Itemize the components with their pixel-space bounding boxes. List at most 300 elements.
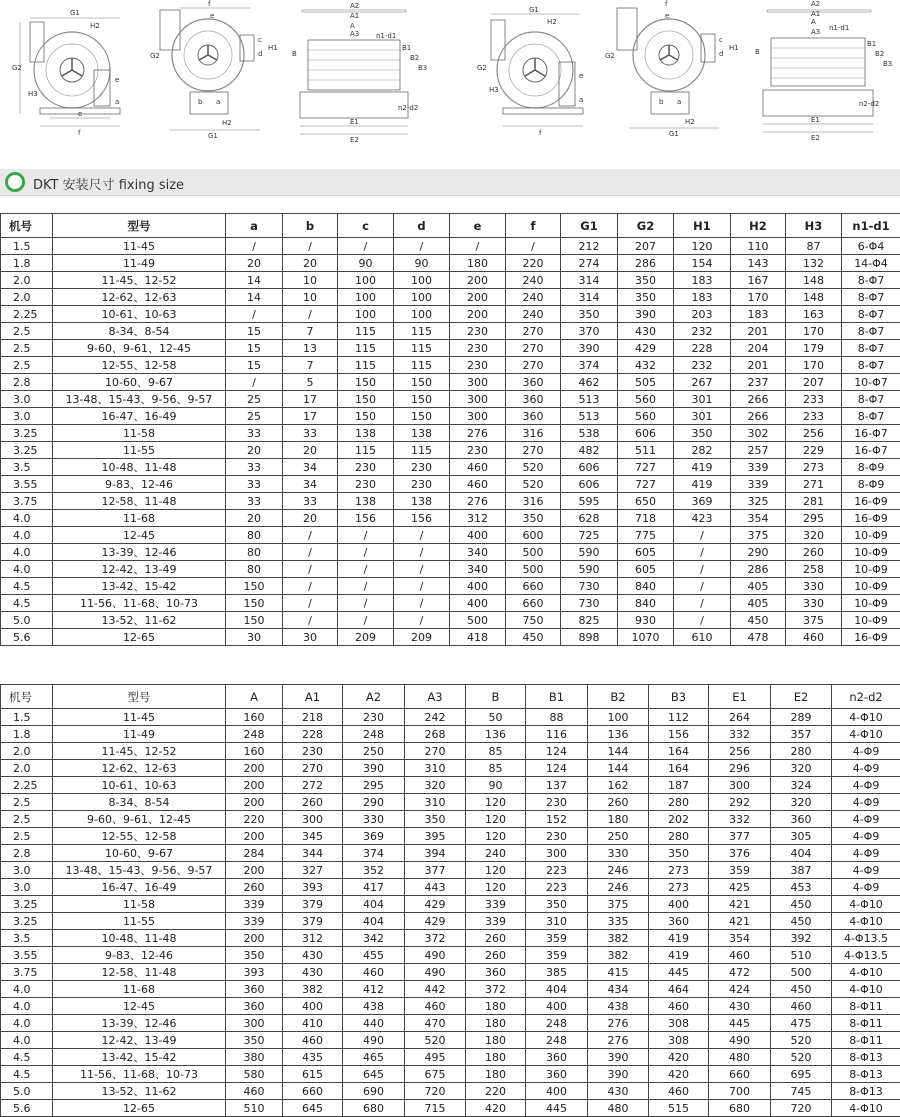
table-cell: 160 [226, 743, 283, 760]
table-cell: 85 [466, 743, 526, 760]
drawing-label: a [115, 98, 119, 106]
table-cell: 13-42、15-42 [53, 1049, 226, 1066]
table-cell: 148 [786, 289, 842, 306]
table-cell: 230 [394, 459, 450, 476]
table-cell: / [674, 595, 731, 612]
table-cell: 339 [731, 476, 786, 493]
table-cell: / [338, 544, 394, 561]
table-cell: 289 [771, 709, 832, 726]
drawing-label: H2 [547, 18, 557, 26]
drawing-label: G1 [529, 6, 539, 14]
drawing-label: B3 [418, 64, 427, 72]
table-cell: / [338, 612, 394, 629]
table-cell: 520 [771, 1032, 832, 1049]
table-cell: 12-58、11-48 [53, 964, 226, 981]
side-view-drawing-left [150, 0, 280, 145]
table-cell: 276 [588, 1015, 649, 1032]
table-cell: 490 [405, 947, 466, 964]
table-cell: 132 [786, 255, 842, 272]
drawing-label: B1 [402, 44, 411, 52]
table-cell: 394 [405, 845, 466, 862]
table-row [1, 998, 900, 1015]
table-cell: 12-65 [53, 1100, 226, 1117]
table-cell: 314 [561, 289, 618, 306]
table-cell: 390 [588, 1066, 649, 1083]
table-cell: 420 [466, 1100, 526, 1117]
table-cell: / [394, 578, 450, 595]
table-cell: 393 [226, 964, 283, 981]
table-cell: 80 [226, 544, 283, 561]
table-cell: 8-Φ7 [842, 272, 900, 289]
table-row [1, 981, 900, 998]
table-cell: 460 [450, 476, 506, 493]
table-cell: 11-55 [53, 913, 226, 930]
table-cell: 80 [226, 561, 283, 578]
table-cell: 187 [649, 777, 709, 794]
table-cell: 374 [561, 357, 618, 374]
table-cell: 100 [338, 272, 394, 289]
table-cell: 511 [618, 442, 674, 459]
table-row [1, 947, 900, 964]
table-row [1, 612, 900, 629]
table-cell: 200 [226, 760, 283, 777]
table-cell: 270 [506, 357, 561, 374]
drawing-label: G2 [150, 52, 160, 60]
table-cell: 606 [561, 459, 618, 476]
table-cell: 11-68 [53, 981, 226, 998]
table-cell: 312 [283, 930, 343, 947]
table-cell: 344 [283, 845, 343, 862]
table-cell: 4-Φ9 [832, 743, 900, 760]
table-cell: 400 [526, 998, 588, 1015]
drawing-label: H2 [90, 22, 100, 30]
table-cell: 15 [226, 340, 283, 357]
table-cell: 223 [526, 879, 588, 896]
table-cell: 144 [588, 743, 649, 760]
table-cell: 301 [674, 391, 731, 408]
table-cell: 478 [731, 629, 786, 646]
drawing-label: B [755, 48, 760, 56]
table-cell: 150 [338, 408, 394, 425]
table-cell: 419 [649, 947, 709, 964]
table-cell: 472 [709, 964, 771, 981]
table-cell: 150 [226, 595, 283, 612]
table-cell: 3.0 [1, 862, 53, 879]
table-cell: 500 [771, 964, 832, 981]
table-cell: 310 [405, 794, 466, 811]
circle-bullet-icon [5, 172, 25, 192]
column-header: d [394, 214, 450, 238]
table-cell: 775 [618, 527, 674, 544]
table-cell: 260 [466, 930, 526, 947]
table-cell: 120 [466, 794, 526, 811]
table-cell: 163 [786, 306, 842, 323]
table-cell: 727 [618, 476, 674, 493]
table-cell: 11-55 [53, 442, 226, 459]
table-cell: 359 [526, 930, 588, 947]
table-cell: 445 [709, 1015, 771, 1032]
table-row [1, 1066, 900, 1083]
table-cell: 513 [561, 391, 618, 408]
drawing-label: a [216, 98, 220, 106]
table-cell: 100 [338, 306, 394, 323]
table-cell: 418 [450, 629, 506, 646]
table-row [1, 442, 900, 459]
table-cell: 124 [526, 760, 588, 777]
table-cell: 314 [561, 272, 618, 289]
table-cell: 505 [618, 374, 674, 391]
table-cell: 419 [674, 459, 731, 476]
table-cell: 4-Φ10 [832, 1100, 900, 1117]
table-cell: 120 [466, 811, 526, 828]
table-cell: 453 [771, 879, 832, 896]
table-cell: 272 [283, 777, 343, 794]
table-cell: 223 [526, 862, 588, 879]
table-cell: 628 [561, 510, 618, 527]
table-cell: 11-49 [53, 726, 226, 743]
table-cell: 520 [771, 1049, 832, 1066]
table-cell: 332 [709, 811, 771, 828]
table-cell: / [338, 527, 394, 544]
table-cell: 17 [283, 391, 338, 408]
table-cell: 462 [561, 374, 618, 391]
column-header: E1 [709, 685, 771, 709]
table-cell: 5 [283, 374, 338, 391]
table-cell: 430 [588, 1083, 649, 1100]
table-cell: 296 [709, 760, 771, 777]
drawing-label: e [78, 110, 82, 118]
table-cell: 10-61、10-63 [53, 306, 226, 323]
table-cell: 138 [338, 493, 394, 510]
drawing-label: G2 [477, 64, 487, 72]
table-cell: 9-83、12-46 [53, 476, 226, 493]
table-cell: 2.8 [1, 845, 53, 862]
table-cell: 33 [283, 493, 338, 510]
table-cell: 350 [526, 896, 588, 913]
table-cell: / [394, 612, 450, 629]
table-cell: 290 [343, 794, 405, 811]
table-row [1, 760, 900, 777]
table-cell: 80 [226, 527, 283, 544]
column-header: B3 [649, 685, 709, 709]
table-cell: 360 [506, 408, 561, 425]
table-cell: 248 [526, 1015, 588, 1032]
table-row [1, 289, 900, 306]
drawing-label: f [539, 129, 542, 137]
table-cell: 11-56、11-68、10-73 [53, 1066, 226, 1083]
table-row [1, 357, 900, 374]
table-cell: 404 [343, 896, 405, 913]
table-cell: 510 [771, 947, 832, 964]
table-cell: 156 [338, 510, 394, 527]
table-cell: 16-Φ7 [842, 442, 900, 459]
table-cell: 228 [674, 340, 731, 357]
table-cell: 2.0 [1, 760, 53, 777]
table-cell: 375 [588, 896, 649, 913]
table-cell: 4.0 [1, 998, 53, 1015]
table-cell: 273 [786, 459, 842, 476]
table-cell: 10-Φ9 [842, 595, 900, 612]
table-cell: 4-Φ9 [832, 828, 900, 845]
table-cell: 400 [450, 578, 506, 595]
table-cell: 164 [649, 760, 709, 777]
table-cell: 560 [618, 408, 674, 425]
table-cell: 12-58、11-48 [53, 493, 226, 510]
table-cell: 30 [283, 629, 338, 646]
table-cell: 350 [561, 306, 618, 323]
drawing-label: n1-d1 [829, 24, 849, 32]
table-cell: 150 [226, 612, 283, 629]
table-cell: 200 [226, 828, 283, 845]
table-cell: 390 [561, 340, 618, 357]
table-cell: 10-Φ9 [842, 561, 900, 578]
table-cell: 8-Φ13 [832, 1083, 900, 1100]
table-cell: 369 [674, 493, 731, 510]
table-cell: 650 [618, 493, 674, 510]
table-cell: 660 [506, 595, 561, 612]
table-cell: 136 [466, 726, 526, 743]
table-cell: 248 [226, 726, 283, 743]
table-cell: 429 [405, 913, 466, 930]
table-cell: 232 [674, 323, 731, 340]
table-cell: 170 [786, 357, 842, 374]
table-cell: 4-Φ9 [832, 862, 900, 879]
table-cell: / [674, 561, 731, 578]
column-header: 型号 [53, 685, 226, 709]
table-cell: 375 [731, 527, 786, 544]
table-cell: 1.5 [1, 238, 53, 255]
column-header: B1 [526, 685, 588, 709]
table-cell: 100 [394, 272, 450, 289]
table-cell: 645 [283, 1100, 343, 1117]
table-cell: 15 [226, 323, 283, 340]
table-cell: 610 [674, 629, 731, 646]
table-cell: 124 [526, 743, 588, 760]
table-cell: 164 [649, 743, 709, 760]
table-cell: 379 [283, 896, 343, 913]
table-cell: 273 [649, 862, 709, 879]
table-cell: 13 [283, 340, 338, 357]
table-cell: 460 [709, 947, 771, 964]
table-cell: 260 [226, 879, 283, 896]
drawing-label: E1 [811, 116, 820, 124]
column-header: b [283, 214, 338, 238]
table-cell: 442 [405, 981, 466, 998]
table-cell: 1070 [618, 629, 674, 646]
table-cell: 700 [709, 1083, 771, 1100]
table-cell: 11-45、12-52 [53, 272, 226, 289]
table-cell: 8-Φ13 [832, 1066, 900, 1083]
table-cell: 3.0 [1, 391, 53, 408]
table-cell: 8-Φ11 [832, 1015, 900, 1032]
table-cell: 100 [338, 289, 394, 306]
drawing-label: f [208, 0, 211, 8]
table-cell: 90 [338, 255, 394, 272]
table-cell: 14-Φ4 [842, 255, 900, 272]
table-cell: 260 [588, 794, 649, 811]
drawing-label: E2 [811, 134, 820, 142]
table-cell: 745 [771, 1083, 832, 1100]
table-cell: 380 [226, 1049, 283, 1066]
table-cell: 2.5 [1, 323, 53, 340]
table-cell: 220 [226, 811, 283, 828]
table-cell: 11-45 [53, 238, 226, 255]
table-cell: 354 [709, 930, 771, 947]
table-cell: 372 [466, 981, 526, 998]
table-cell: 825 [561, 612, 618, 629]
drawing-label: d [258, 50, 262, 58]
table-cell: 110 [731, 238, 786, 255]
table-cell: 1.8 [1, 726, 53, 743]
table-cell: 4.0 [1, 1015, 53, 1032]
table-cell: 3.0 [1, 408, 53, 425]
table-row [1, 408, 900, 425]
table-cell: / [506, 238, 561, 255]
table-cell: 100 [588, 709, 649, 726]
table-cell: 359 [709, 862, 771, 879]
table-cell: 232 [674, 357, 731, 374]
table-cell: / [674, 544, 731, 561]
table-cell: 170 [731, 289, 786, 306]
column-header: 型号 [53, 214, 226, 238]
table-cell: 360 [771, 811, 832, 828]
table-cell: 390 [588, 1049, 649, 1066]
table-cell: / [394, 595, 450, 612]
table-cell: 112 [649, 709, 709, 726]
table-cell: 460 [649, 1083, 709, 1100]
table-cell: / [283, 561, 338, 578]
table-cell: 220 [466, 1083, 526, 1100]
table-cell: 400 [649, 896, 709, 913]
table-cell: 4-Φ13.5 [832, 947, 900, 964]
table-cell: 387 [771, 862, 832, 879]
table-cell: 400 [450, 595, 506, 612]
table-row [1, 777, 900, 794]
table-row [1, 238, 900, 255]
plan-view-drawing-right [755, 0, 895, 145]
table-cell: 440 [343, 1015, 405, 1032]
table-cell: 432 [618, 357, 674, 374]
table-cell: 450 [506, 629, 561, 646]
table-cell: 8-Φ7 [842, 408, 900, 425]
table-cell: 180 [466, 1049, 526, 1066]
table-cell: 15 [226, 357, 283, 374]
table-cell: 12-45 [53, 998, 226, 1015]
table-cell: 320 [405, 777, 466, 794]
table-cell: 4-Φ9 [832, 794, 900, 811]
table-cell: 339 [226, 896, 283, 913]
table-cell: 455 [343, 947, 405, 964]
table-cell: 150 [338, 374, 394, 391]
table-cell: 390 [618, 306, 674, 323]
table-cell: 115 [394, 357, 450, 374]
table-cell: 200 [450, 289, 506, 306]
table-cell: 286 [731, 561, 786, 578]
table-cell: 90 [394, 255, 450, 272]
table-row [1, 374, 900, 391]
table-cell: 230 [526, 828, 588, 845]
table-cell: 268 [405, 726, 466, 743]
table-cell: 230 [450, 340, 506, 357]
table-cell: 4.0 [1, 527, 53, 544]
table-cell: 330 [786, 578, 842, 595]
table-cell: 4.5 [1, 1066, 53, 1083]
table-cell: 2.0 [1, 743, 53, 760]
table-cell: 230 [450, 357, 506, 374]
column-header: H1 [674, 214, 731, 238]
table-cell: / [674, 578, 731, 595]
table-cell: 520 [405, 1032, 466, 1049]
table-cell: 605 [618, 561, 674, 578]
table-cell: 230 [394, 476, 450, 493]
table-cell: 276 [450, 425, 506, 442]
table-cell: 425 [709, 879, 771, 896]
table-cell: 300 [283, 811, 343, 828]
table-cell: 1.8 [1, 255, 53, 272]
table-cell: 2.5 [1, 340, 53, 357]
drawing-label: H3 [489, 86, 499, 94]
plan-view-drawing-left [290, 0, 430, 145]
table-cell: 10 [283, 272, 338, 289]
table-cell: 229 [786, 442, 842, 459]
table-row [1, 828, 900, 845]
table-cell: / [394, 561, 450, 578]
table-cell: 290 [731, 544, 786, 561]
table-cell: 13-52、11-62 [53, 612, 226, 629]
table-cell: 4-Φ10 [832, 913, 900, 930]
table-cell: 274 [561, 255, 618, 272]
table-cell: 595 [561, 493, 618, 510]
table-cell: 12-55、12-58 [53, 828, 226, 845]
drawing-label: B3 [883, 60, 892, 68]
table-cell: 3.5 [1, 459, 53, 476]
table-cell: 12-62、12-63 [53, 760, 226, 777]
table-cell: 520 [506, 476, 561, 493]
table-cell: 267 [674, 374, 731, 391]
table-cell: 3.75 [1, 493, 53, 510]
table-cell: 301 [674, 408, 731, 425]
table-cell: 11-56、11-68、10-73 [53, 595, 226, 612]
table-cell: 218 [283, 709, 343, 726]
table-cell: 513 [561, 408, 618, 425]
table-cell: 8-Φ13 [832, 1049, 900, 1066]
table-cell: 324 [771, 777, 832, 794]
section-title: DKT 安装尺寸 fixing size [33, 174, 184, 193]
table-cell: 382 [283, 981, 343, 998]
drawing-label: A1 [811, 10, 820, 18]
table-cell: / [338, 595, 394, 612]
table-cell: / [338, 561, 394, 578]
table-cell: 12-62、12-63 [53, 289, 226, 306]
table-cell: 200 [450, 272, 506, 289]
table-cell: 276 [450, 493, 506, 510]
table-cell: 20 [283, 255, 338, 272]
table-cell: 230 [450, 442, 506, 459]
table-cell: 2.25 [1, 306, 53, 323]
table-cell: 345 [283, 828, 343, 845]
table-cell: 316 [506, 425, 561, 442]
table-cell: 460 [226, 1083, 283, 1100]
table-cell: 25 [226, 391, 283, 408]
table-cell: 419 [674, 476, 731, 493]
table-cell: / [450, 238, 506, 255]
fixing-size-table-2 [0, 684, 900, 1117]
table-row [1, 561, 900, 578]
table-cell: 260 [466, 947, 526, 964]
table-cell: 10-48、11-48 [53, 459, 226, 476]
table-cell: 11-68 [53, 510, 226, 527]
table-row [1, 1015, 900, 1032]
